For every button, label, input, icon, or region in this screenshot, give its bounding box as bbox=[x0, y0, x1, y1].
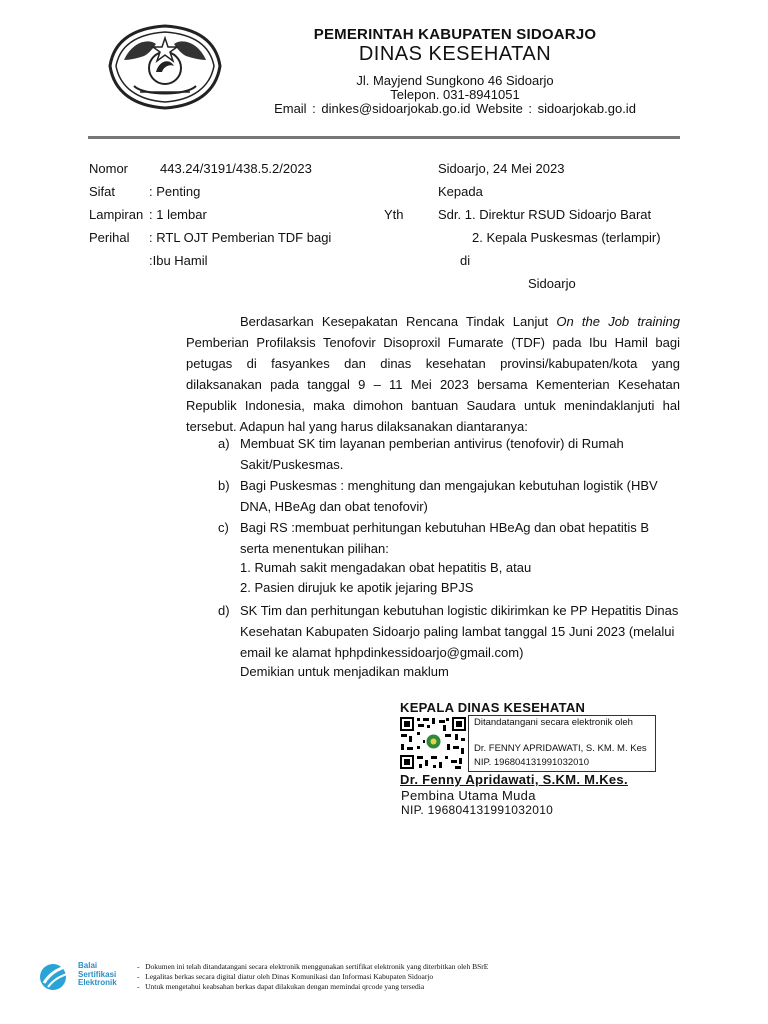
footer-note: - Dokumen ini telah ditandatangani secara elektronik menggunakan sertifikat elektronik yang diterbitkan oleh BSrE bbox=[137, 962, 489, 971]
closing-text: Demikian untuk menjadikan maklum bbox=[240, 664, 449, 679]
list-item-text: Membuat SK tim layanan pemberian antivirus (tenofovir) di Rumah Sakit/Puskesmas. bbox=[240, 436, 624, 472]
esign-note: Ditandatangani secara elektronik oleh bbox=[474, 717, 633, 728]
lampiran-label: Lampiran bbox=[89, 207, 144, 222]
list-item-label: a) bbox=[218, 436, 230, 451]
footer-note: - Legalitas berkas secara digital diatur oleh Dinas Komunikasi dan Informasi Kabupaten Sidoarjo bbox=[137, 972, 434, 981]
recipient-city: Sidoarjo bbox=[528, 276, 576, 291]
sub-item-1: 1. Rumah sakit mengadakan obat hepatitis B, atau bbox=[240, 560, 532, 575]
sifat-value: : Penting bbox=[149, 184, 201, 199]
nomor-label: Nomor bbox=[89, 161, 129, 176]
recipient-line-1: Sdr. 1. Direktur RSUD Sidoarjo Barat bbox=[438, 207, 652, 222]
regency-emblem-logo bbox=[104, 20, 226, 112]
recipient-kepada: Kepada bbox=[438, 184, 483, 199]
recipient-di: di bbox=[460, 253, 471, 268]
letter-date: Sidoarjo, 24 Mei 2023 bbox=[438, 161, 565, 176]
list-item-label: b) bbox=[218, 478, 230, 493]
letterhead-agency: DINAS KESEHATAN bbox=[358, 43, 552, 65]
esign-nip: NIP. 196804131991032010 bbox=[474, 757, 589, 768]
esign-box bbox=[468, 715, 656, 772]
sub-item-2: 2. Pasien dirujuk ke apotik jejaring BPJS bbox=[240, 580, 474, 595]
nomor-value: 443.24/3191/438.5.2/2023 bbox=[160, 161, 312, 176]
footer-note: - Untuk mengetahui keabsahan berkas dapat dilakukan dengan memindai qrcode yang tersedia bbox=[137, 982, 425, 991]
sifat-label: Sifat bbox=[89, 184, 116, 199]
letterhead-contact: Email : dinkes@sidoarjokab.go.id Website : sidoarjokab.go.id bbox=[274, 101, 636, 116]
list-item-label: d) bbox=[218, 603, 230, 618]
perihal-value: : RTL OJT Pemberian TDF bagi bbox=[149, 230, 332, 245]
perihal-label: Perihal bbox=[89, 230, 130, 245]
list-item-text: SK Tim dan perhitungan kebutuhan logistic dikirimkan ke PP Hepatitis Dinas Kesehatan Kabupaten Sidoarjo paling lambat tanggal 15 Juni 2023 (melalui email ke alamat hphpdinkessidoarjo@gmail.com) bbox=[240, 603, 679, 660]
list-item-label: c) bbox=[218, 520, 229, 535]
bsre-emblem-icon bbox=[38, 961, 72, 991]
recipient-line-2: 2. Kepala Puskesmas (terlampir) bbox=[472, 230, 661, 245]
body-paragraph: Berdasarkan Kesepakatan Rencana Tindak Lanjut On the Job training Pemberian Profilaksis Tenofovir Disoproxil Fumarate (TDF) pada Ibu Hamil bagi petugas di fasyankes dan dinas kesehatan provinsi/kabupaten/kota yang dilaksanakan pada tanggal 9 – 11 Mei 2023 bersama Kementerian Kesehatan Republik Indonesia, maka dimohon bantuan Saudara untuk menindaklanjuti hal tersebut. Adapun hal yang harus dilaksanakan diantaranya: bbox=[186, 314, 680, 434]
signatory-name: Dr. Fenny Apridawati, S.KM. M.Kes. bbox=[400, 772, 628, 787]
letterhead-divider bbox=[88, 136, 680, 139]
list-item-text: Bagi Puskesmas : menghitung dan mengajukan kebutuhan logistik (HBV DNA, HBeAg dan obat tenofovir) bbox=[240, 478, 658, 514]
lampiran-value: : 1 lembar bbox=[149, 207, 207, 222]
list-item-text: Bagi RS :membuat perhitungan kebutuhan HBeAg dan obat hepatitis B serta menentukan pilihan: bbox=[240, 520, 650, 556]
qr-code bbox=[399, 716, 467, 770]
recipient-yth: Yth bbox=[384, 207, 404, 222]
bsre-logo bbox=[38, 960, 130, 992]
letterhead-phone: Telepon. 031-8941051 bbox=[390, 87, 520, 102]
esign-name: Dr. FENNY APRIDAWATI, S. KM. M. Kes bbox=[474, 743, 647, 754]
perihal-value-cont: :Ibu Hamil bbox=[149, 253, 208, 268]
bsre-text: Balai Sertifikasi Elektronik bbox=[78, 961, 117, 987]
letterhead-address: Jl. Mayjend Sungkono 46 Sidoarjo bbox=[356, 73, 554, 88]
letterhead-government: PEMERINTAH KABUPATEN SIDOARJO bbox=[313, 26, 597, 43]
signatory-nip: NIP. 196804131991032010 bbox=[401, 803, 554, 817]
signature-title: KEPALA DINAS KESEHATAN bbox=[400, 700, 586, 715]
signatory-rank: Pembina Utama Muda bbox=[401, 788, 536, 803]
